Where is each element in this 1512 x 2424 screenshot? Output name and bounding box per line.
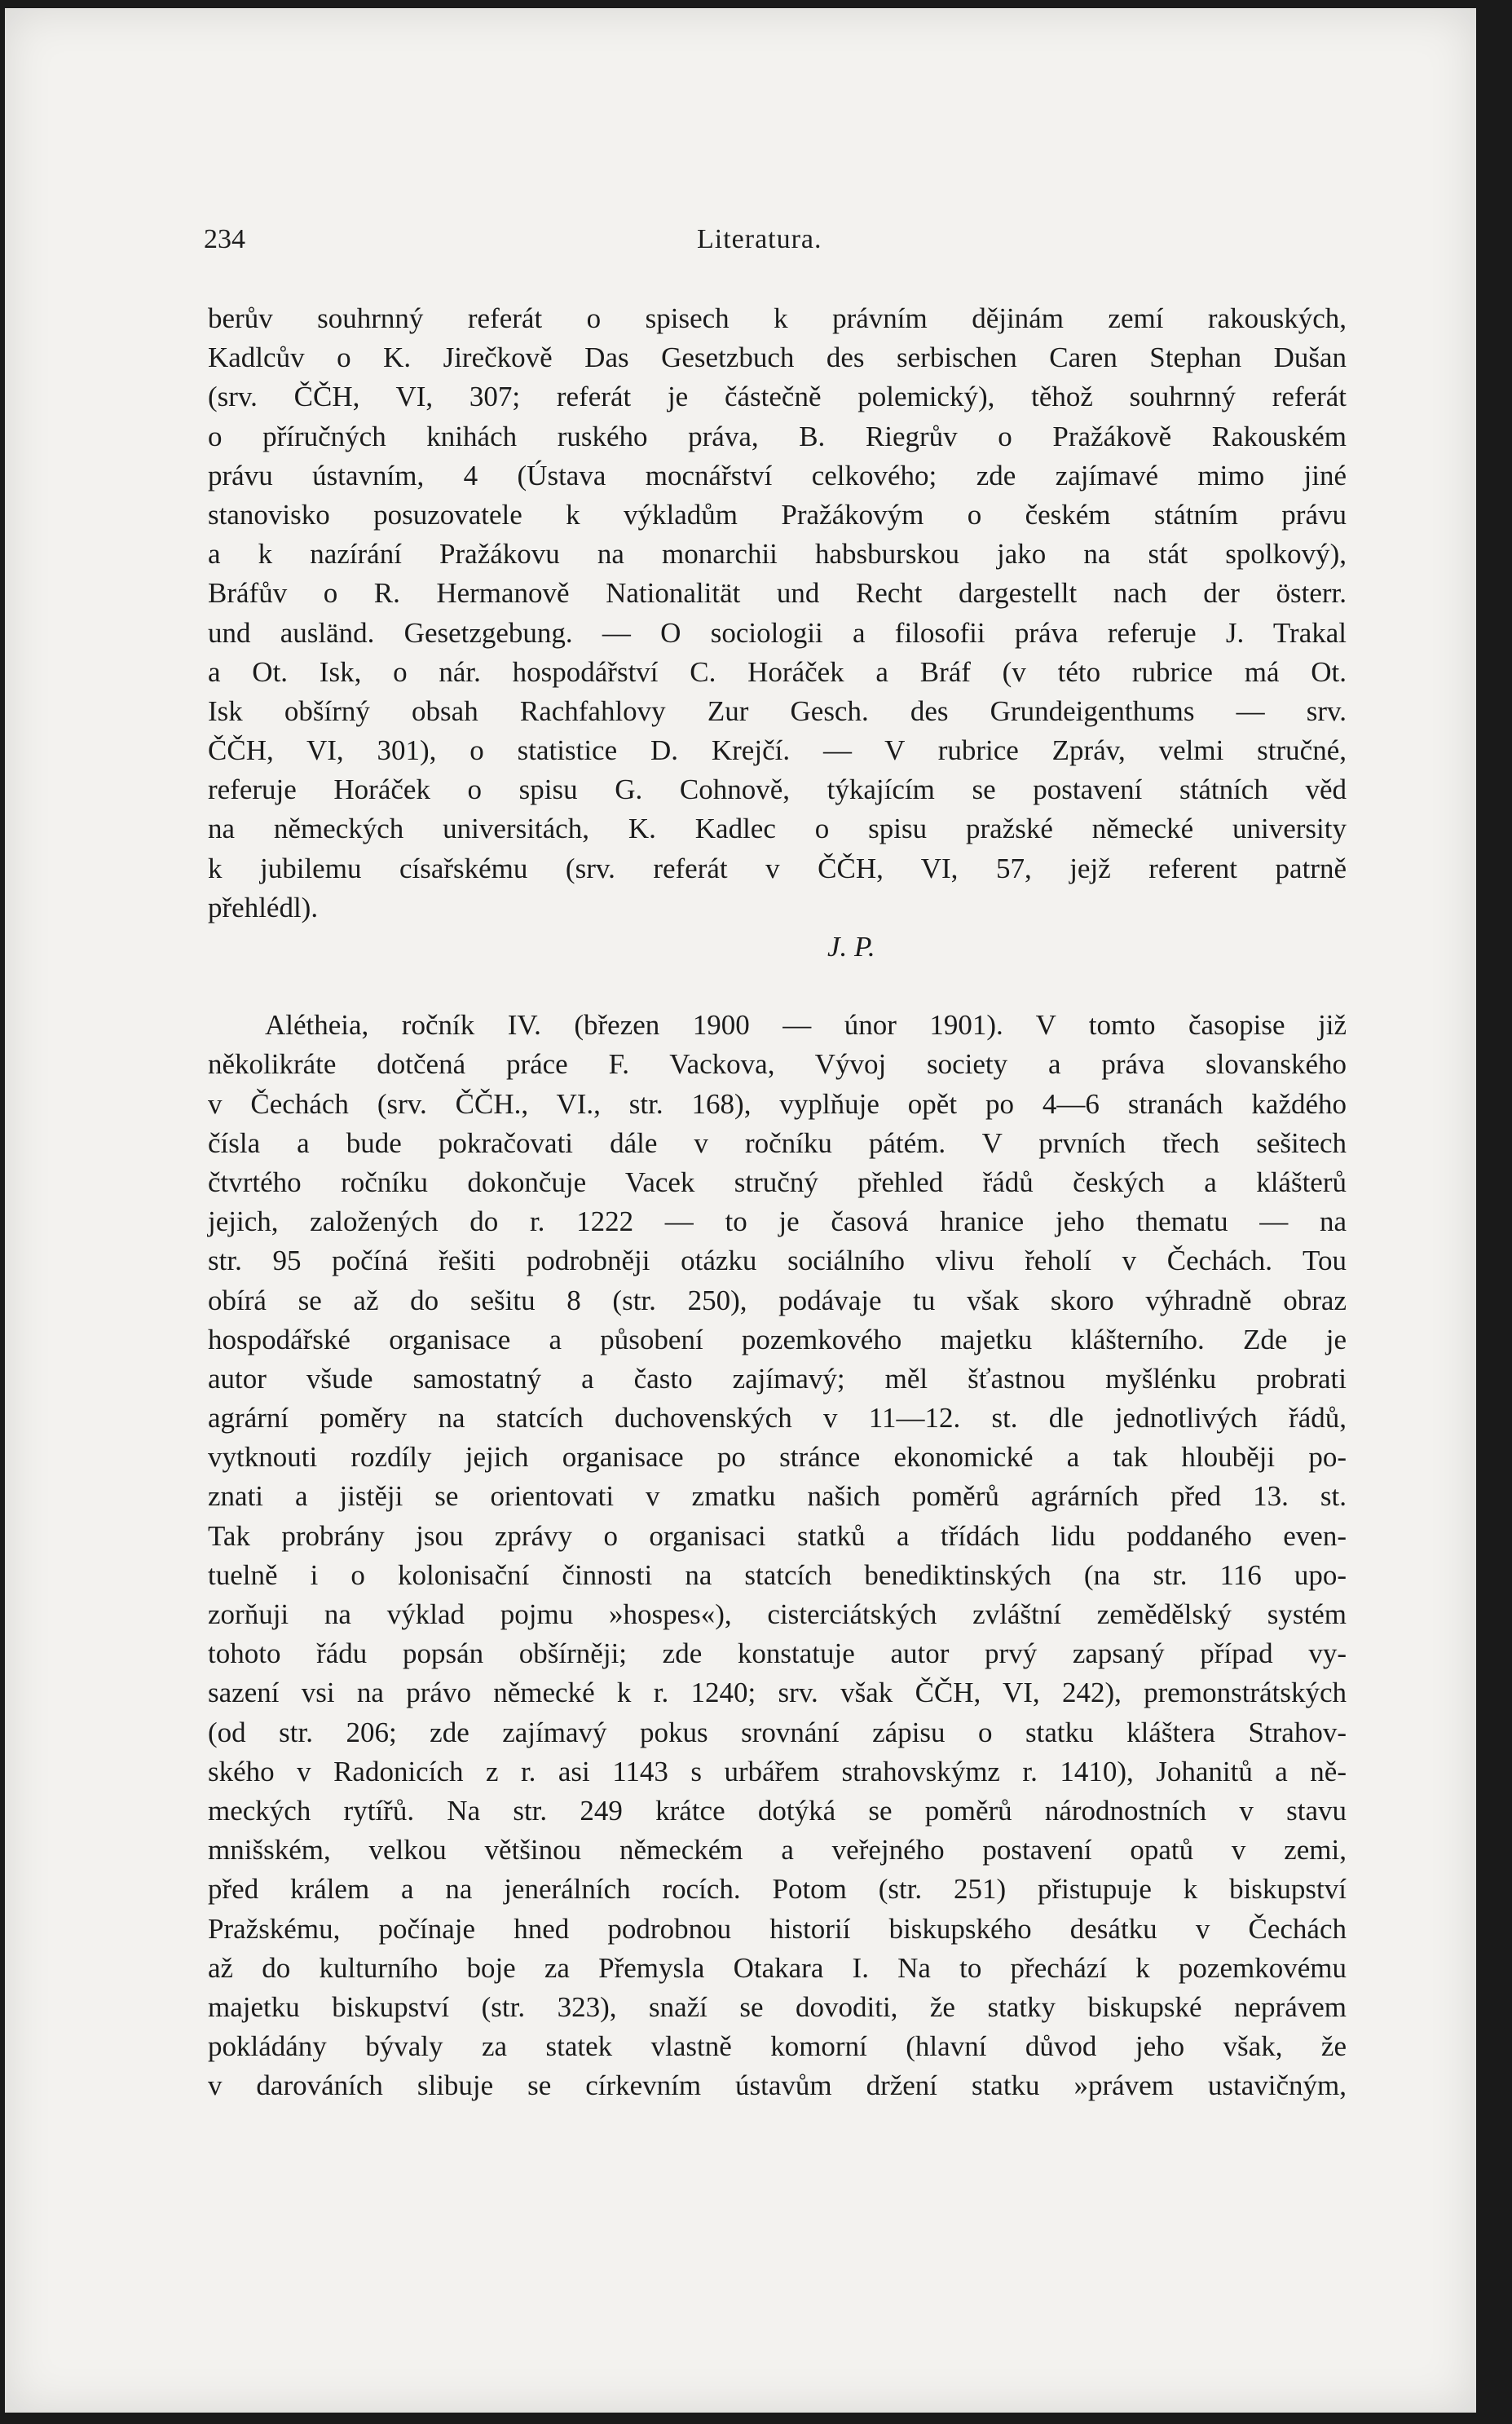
text-line-indent: Alétheia, ročník IV. (březen 1900 — únor 1901). V tomto časopise již bbox=[265, 1009, 1347, 1042]
text-line: Isk obšírný obsah Rachfahlovy Zur Gesch. des Grundeigenthums — srv. bbox=[208, 694, 1347, 727]
text-line: na německých universitách, K. Kadlec o spisu pražské německé university bbox=[208, 813, 1347, 845]
paragraph-gap bbox=[208, 967, 1347, 1006]
text-line: (od str. 206; zde zajímavý pokus srovnání zápisu o statku kláštera Strahov- bbox=[208, 1716, 1347, 1748]
text-line: zorňuji na výklad pojmu »hospes«), cisterciátských zvláštní zemědělský systém bbox=[208, 1598, 1347, 1630]
text-line: a k nazírání Pražákovu na monarchii habsburskou jako na stát spolkový), bbox=[208, 538, 1347, 571]
text-line-end: přehlédl). bbox=[208, 891, 319, 923]
text-line: autor všude samostatný a často zajímavý; měl šťastnou myšlénku probrati bbox=[208, 1362, 1347, 1395]
text-line: před králem a na jenerálních rocích. Potom (str. 251) přistupuje k biskupství bbox=[208, 1873, 1347, 1906]
text-line: znati a jistěji se orientovati v zmatku našich poměrů agrárních před 13. st. bbox=[208, 1480, 1347, 1513]
text-line: Pražskému, počínaje hned podrobnou historií biskupského desátku v Čechách bbox=[208, 1912, 1347, 1945]
text-line: ského v Radonicích z r. asi 1143 s urbářem strahovskýmz r. 1410), Johanitů a ně- bbox=[208, 1755, 1347, 1787]
text-line: tuelně i o kolonisační činnosti na statcích benediktinských (na str. 116 upo- bbox=[208, 1558, 1347, 1591]
page-number: 234 bbox=[204, 224, 245, 254]
running-title: Literatura. bbox=[697, 224, 822, 254]
text-line: (srv. ČČH, VI, 307; referát je částečně polemický), těhož souhrnný referát bbox=[208, 381, 1347, 413]
text-line: Tak probrány jsou zprávy o organisaci statků a třídách lidu poddaného even- bbox=[208, 1519, 1347, 1552]
text-line: a Ot. Isk, o nár. hospodářství C. Horáček a Bráf (v této rubrice má Ot. bbox=[208, 655, 1347, 688]
text-line: o příručných knihách ruského práva, B. Riegrův o Pražákově Rakouském bbox=[208, 420, 1347, 452]
text-line: až do kulturního boje za Přemysla Otakara I. Na to přechází k pozemkovému bbox=[208, 1951, 1347, 1984]
text-line: v darováních slibuje se církevním ústavům držení statku »právem ustavičným, bbox=[208, 2069, 1347, 2102]
page-header bbox=[204, 224, 1345, 265]
text-line: Kadlcův o K. Jirečkově Das Gesetzbuch des serbischen Caren Stephan Dušan bbox=[208, 342, 1347, 374]
signature-line bbox=[208, 928, 1347, 967]
text-line: jejich, založených do r. 1222 — to je časová hranice jeho thematu — na bbox=[208, 1205, 1347, 1238]
text-line: vytknouti rozdíly jejich organisace po stránce ekonomické a tak hlouběji po- bbox=[208, 1441, 1347, 1474]
text-line: sazení vsi na právo německé k r. 1240; srv. však ČČH, VI, 242), premonstrátských bbox=[208, 1677, 1347, 1709]
text-line: majetku biskupství (str. 323), snaží se dovoditi, že statky biskupské neprávem bbox=[208, 1990, 1347, 2023]
text-line: agrární poměry na statcích duchovenských v 11—12. st. dle jednotlivých řádů, bbox=[208, 1402, 1347, 1435]
text-line: obírá se až do sešitu 8 (str. 250), podávaje tu však skoro výhradně obraz bbox=[208, 1284, 1347, 1316]
text-line: ČČH, VI, 301), o statistice D. Krejčí. — V rubrice Zpráv, velmi stručné, bbox=[208, 734, 1347, 767]
text-line: k jubilemu císařskému (srv. referát v ČČH, VI, 57, jejž referent patrně bbox=[208, 852, 1347, 884]
text-line: Bráfův o R. Hermanově Nationalität und Recht dargestellt nach der österr. bbox=[208, 577, 1347, 610]
text-line: und ausländ. Gesetzgebung. — O sociologii a filosofii práva referuje J. Trakal bbox=[208, 616, 1347, 649]
text-line: str. 95 počíná řešiti podrobněji otázku sociálního vlivu řeholí v Čechách. Tou bbox=[208, 1245, 1347, 1277]
text-line: právu ústavním, 4 (Ústava mocnářství celkového; zde zajímavé mimo jiné bbox=[208, 459, 1347, 491]
text-line: v Čechách (srv. ČČH., VI., str. 168), vyplňuje opět po 4—6 stranách každého bbox=[208, 1087, 1347, 1120]
text-line: čtvrtého ročníku dokončuje Vacek stručný přehled řádů českých a klášterů bbox=[208, 1166, 1347, 1198]
text-line: tohoto řádu popsán obšírněji; zde konstatuje autor prvý zapsaný případ vy- bbox=[208, 1637, 1347, 1670]
text-line: čísla a bude pokračovati dále v ročníku pátém. V prvních třech sešitech bbox=[208, 1126, 1347, 1159]
text-line: pokládány bývaly za statek vlastně komorní (hlavní důvod jeho však, že bbox=[208, 2030, 1347, 2063]
text-line: mnišském, velkou většinou německém a veřejného postavení opatů v zemi, bbox=[208, 1834, 1347, 1866]
text-line: meckých rytířů. Na str. 249 krátce dotýká se poměrů národnostních v stavu bbox=[208, 1794, 1347, 1827]
text-line: berův souhrnný referát o spisech k právním dějinám zemí rakouských, bbox=[208, 302, 1347, 334]
body-text bbox=[208, 299, 1347, 2105]
text-line: hospodářské organisace a působení pozemkového majetku klášterního. Zde je bbox=[208, 1323, 1347, 1355]
text-line: několikráte dotčená práce F. Vackova, Vývoj society a práva slovanského bbox=[208, 1048, 1347, 1081]
author-signature: J. P. bbox=[827, 931, 875, 963]
text-line: referuje Horáček o spisu G. Cohnově, týkajícím se postavení státních věd bbox=[208, 773, 1347, 806]
text-line: stanovisko posuzovatele k výkladům Pražákovým o českém státním právu bbox=[208, 498, 1347, 531]
